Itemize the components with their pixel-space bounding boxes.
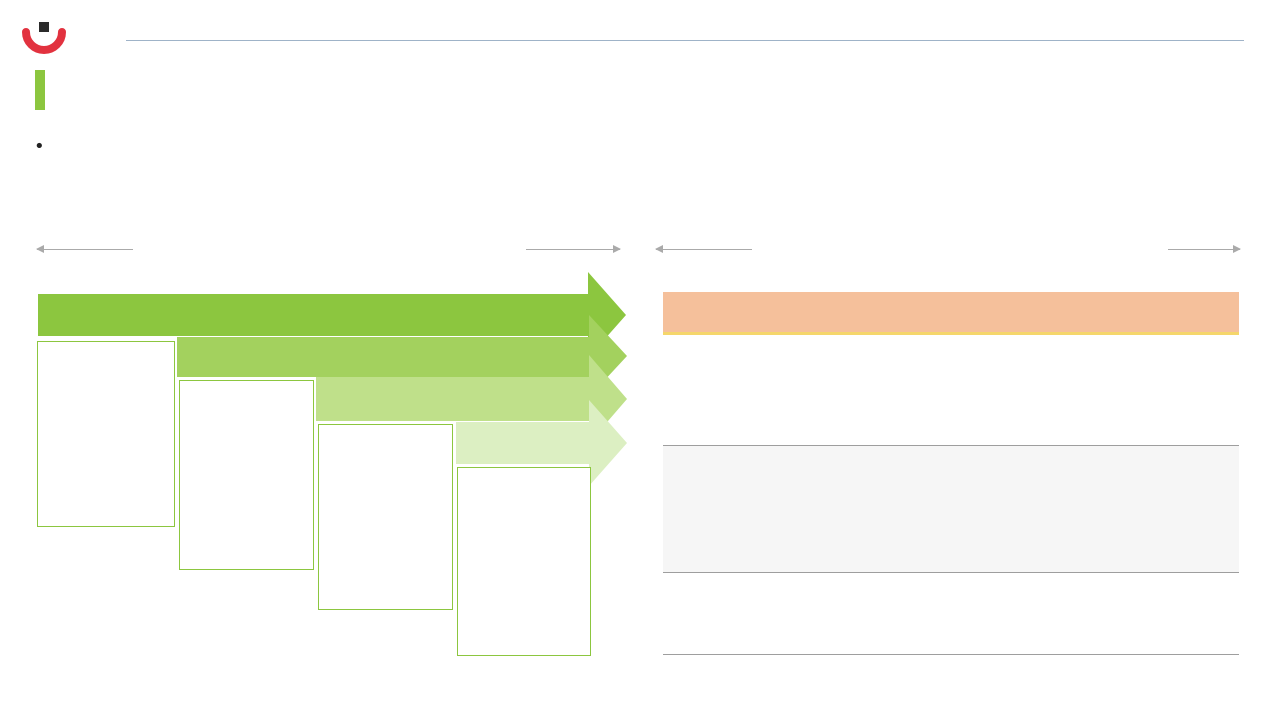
right-heading-rule-left [656,249,752,250]
table-header-row [663,292,1239,334]
cell-policy [835,446,989,573]
title-accent-bar [35,70,45,110]
cell-year [663,446,747,573]
table-row [663,573,1239,655]
cell-policy [835,573,989,655]
cell-content [989,334,1239,446]
brand-logo-icon [22,18,66,58]
cell-content [989,573,1239,655]
table-row [663,446,1239,573]
policy-table [663,292,1239,655]
header-divider [126,40,1244,41]
left-heading-rule-left [37,249,133,250]
cell-year [663,334,747,446]
left-heading-rule-right [526,249,620,250]
stage-desc-1 [37,341,175,527]
cell-policy [835,334,989,446]
cell-year [663,573,747,655]
stage-desc-3 [318,424,453,610]
table-row [663,334,1239,446]
column-header [663,292,747,334]
stage-desc-2 [179,380,314,570]
cell-issuer [747,334,835,446]
column-header [989,292,1239,334]
cell-issuer [747,446,835,573]
bullet-icon: • [34,136,45,157]
column-header [835,292,989,334]
stage-desc-4 [457,467,591,656]
column-header [747,292,835,334]
cell-issuer [747,573,835,655]
right-heading-rule-right [1168,249,1240,250]
cell-content [989,446,1239,573]
